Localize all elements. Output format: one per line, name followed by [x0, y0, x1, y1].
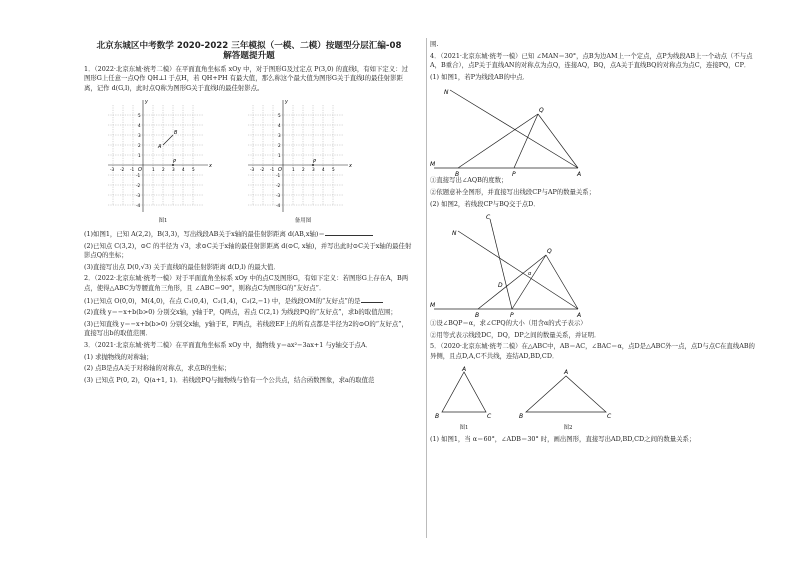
- q4-part-2b: ②用等式表示线段DC，DQ，DP之间的数量关系，并证明．: [430, 330, 601, 339]
- svg-text:Q: Q: [539, 107, 544, 115]
- svg-text:-2: -2: [276, 183, 281, 189]
- svg-text:x: x: [209, 163, 212, 170]
- q1-intro: 1．（2022·北京东城·统考二模）在平面直角坐标系 xOy 中，对于图形G及过定点 P(3,0) 的直线l，有如下定义：过图形G上任意一点Q作 QH⊥l 于点H，若 QH+PH 有最大值，那么称这个最大值为图形G关于直线l的最佳射影距离，记作 d(G,l)，此时点Q称为图形G关于直线l的最佳射影点。: [84, 64, 408, 92]
- svg-text:y: y: [285, 99, 288, 106]
- page-subtitle: 解答题提升题: [223, 51, 275, 61]
- coordinate-grid-figure-1: [108, 97, 218, 217]
- right-column: [430, 40, 760, 447]
- svg-text:C: C: [487, 412, 492, 420]
- q1-figure-1: [108, 97, 218, 227]
- svg-text:P: P: [173, 159, 177, 166]
- q5-figure-1: [432, 366, 496, 434]
- svg-text:C: C: [607, 412, 612, 420]
- svg-text:-1: -1: [136, 173, 141, 179]
- svg-text:2: 2: [162, 167, 165, 173]
- svg-text:B: B: [475, 312, 480, 320]
- svg-text:B: B: [519, 412, 524, 420]
- svg-text:y: y: [145, 99, 148, 106]
- svg-text:5: 5: [278, 113, 281, 119]
- svg-text:M: M: [430, 302, 436, 310]
- q3-part-2: (2) 点B是点A关于对称轴的对称点，求点B的坐标；: [84, 364, 231, 373]
- q2-part-3: (3)已知直线 y＝−x+b(b>0) 分别交x轴，y轴于E，F两点，若线段EF上的所有点都是半径为2的⊙O的“友好点”，直接写出b的取值范围．: [84, 319, 408, 338]
- q3-intro: 3．（2021·北京东城·统考二模）在平面直角坐标系 xOy 中，抛物线 y＝ax²−3ax+1 与y轴交于点A．: [84, 340, 372, 349]
- q3-continuation: 围.: [430, 40, 439, 48]
- segment-ab: [163, 135, 173, 145]
- q4-figure-1: [430, 84, 590, 176]
- svg-text:3: 3: [172, 167, 175, 173]
- svg-text:5: 5: [332, 167, 335, 173]
- svg-text:-2: -2: [120, 167, 125, 173]
- q1-part-2: (2)已知点 C(3,2)，⊙C 的半径为 √3，求⊙C关于x轴的最佳射影距离 d(⊙C, x轴)，并写出此时⊙C关于x轴的最佳射影点Q的坐标；: [84, 241, 412, 260]
- svg-text:-1: -1: [276, 173, 281, 179]
- svg-text:x: x: [349, 163, 352, 170]
- svg-text:B: B: [435, 412, 440, 420]
- figure-1-caption: 图1: [158, 218, 168, 225]
- q4-figure-2: [430, 211, 590, 319]
- q1-part-1: (1)如图1，已知 A(2,2)，B(3,3)，写出线段AB关于x轴的最佳射影距离 d(AB,x轴)＝: [84, 229, 414, 240]
- svg-text:-1: -1: [130, 167, 135, 173]
- q3-part-1: (1) 求抛物线的对称轴；: [84, 352, 153, 361]
- q4-part-2: (2) 如图2，若线段CP与BQ交于点D．: [430, 199, 540, 208]
- svg-text:A: A: [158, 144, 162, 151]
- svg-text:2: 2: [278, 143, 281, 149]
- q2-part-2: (2)直线 y＝−x+b(b>0) 分别交x轴，y轴于P，Q两点，若点 C(2,1) 为线段PQ的“友好点”，求b的取值范围；: [84, 308, 397, 317]
- svg-text:5: 5: [138, 113, 141, 119]
- svg-text:α: α: [528, 271, 532, 278]
- figure-backup-caption: 备用图: [294, 218, 312, 225]
- q2-intro: 2．（2022·北京东城·统考一模）对于平面直角坐标系 xOy 中的点C及图形G，有如下定义：若图形G上存在A，B两点，使得△ABC为等腰直角三角形，且 ∠ABC＝90°，则称点C为图形G的“友好点”．: [84, 274, 409, 292]
- svg-text:A: A: [462, 365, 467, 373]
- svg-text:D: D: [498, 282, 503, 290]
- svg-text:-3: -3: [136, 193, 141, 199]
- svg-text:P: P: [512, 171, 516, 177]
- svg-text:A: A: [564, 368, 569, 376]
- svg-text:C: C: [486, 214, 491, 222]
- coordinate-grid-figure-backup: [248, 97, 358, 217]
- svg-text:-3: -3: [110, 167, 115, 173]
- svg-text:-1: -1: [270, 167, 275, 173]
- svg-text:-4: -4: [136, 203, 141, 209]
- svg-text:-3: -3: [250, 167, 255, 173]
- svg-text:O: O: [138, 167, 142, 174]
- q5-part-1: (1) 如图1，当 α＝60°，∠ADB＝30° 时，画出图形，直接写出AD,BD,CD之间的数量关系；: [430, 435, 696, 444]
- svg-text:3: 3: [278, 133, 281, 139]
- svg-text:N: N: [444, 89, 449, 97]
- svg-text:1: 1: [152, 167, 155, 173]
- svg-text:-2: -2: [260, 167, 265, 173]
- q5-figure-2: [518, 366, 618, 434]
- svg-text:4: 4: [278, 123, 281, 129]
- page-title: 北京东城区中考数学 2020-2022 三年模拟（一模、二模）按题型分层汇编-08: [96, 41, 402, 51]
- svg-text:4: 4: [138, 123, 141, 129]
- q4-part-1: (1) 如图1，若P为线段AB的中点．: [430, 72, 530, 81]
- svg-text:-3: -3: [276, 193, 281, 199]
- q1-figure-backup: [248, 97, 358, 227]
- q4-intro: 4．（2021·北京东城·统考一模）已知 ∠MAN＝30°，点B为边AM上一个定点，点P为线段AB上一个动点（不与点A，B重合），点P关于直线AN的对称点为点Q，连接AQ，BQ，点A关于直线BQ的对称点为点C，连接PQ，CP．: [430, 51, 753, 70]
- svg-text:B: B: [455, 171, 460, 177]
- svg-text:-2: -2: [136, 183, 141, 189]
- svg-text:3: 3: [312, 167, 315, 173]
- svg-text:B: B: [174, 130, 178, 137]
- q5-figures: [432, 366, 760, 434]
- column-divider: [426, 38, 427, 538]
- svg-text:P: P: [510, 312, 514, 320]
- q5-triangle-2: [518, 366, 618, 424]
- left-column: [84, 40, 414, 387]
- svg-text:-4: -4: [276, 203, 281, 209]
- q1-part-3: (3)直接写出点 D(0,√3) 关于直线l的最佳射影距离 d(D,l) 的最大值．: [84, 262, 280, 271]
- q2-part-1: (1)已知点 O(0,0)，M(4,0)，在点 C₁(0,4)，C₂(1,4)，C₃(2,−1) 中，是线段OM的“友好点”的是: [84, 296, 414, 307]
- q5-intro: 5．（2020·北京东城·统考二模）在△ABC中，AB＝AC，∠BAC＝α，点D是△ABC外一点，点D与点C在直线AB的异侧，且点D,A,C不共线，连结AD,BD,CD．: [430, 342, 755, 360]
- svg-text:M: M: [430, 161, 436, 169]
- q3-part-3: (3) 已知点 P(0, 2)，Q(a+1, 1)．若线段PQ与抛物线与恰有一个公共点，结合函数图象，求a的取值范: [84, 375, 375, 384]
- q4-part-1b: ②依题意补全图形，并直接写出线段CP与AP的数量关系；: [430, 187, 596, 196]
- q5-triangle-1: [432, 366, 496, 424]
- q1-figures: [108, 97, 414, 227]
- svg-text:Q: Q: [547, 248, 552, 256]
- svg-text:N: N: [452, 230, 457, 238]
- svg-text:2: 2: [138, 143, 141, 149]
- q5-figure-1-caption: 图1: [459, 424, 469, 431]
- svg-text:A: A: [577, 171, 582, 177]
- svg-text:5: 5: [192, 167, 195, 173]
- svg-text:3: 3: [138, 133, 141, 139]
- svg-text:1: 1: [138, 153, 141, 159]
- q4-part-1a: ①直接写出∠AQB的度数；: [430, 176, 508, 185]
- svg-text:1: 1: [278, 153, 281, 159]
- svg-text:4: 4: [322, 167, 325, 173]
- svg-text:P: P: [313, 159, 317, 166]
- q5-figure-2-caption: 图2: [563, 424, 573, 431]
- q4-part-2a: ①设∠BQP＝α，求∠CPQ的大小（用含α的式子表示）: [430, 319, 587, 328]
- svg-text:2: 2: [302, 167, 305, 173]
- svg-text:4: 4: [182, 167, 185, 173]
- svg-text:A: A: [577, 312, 582, 320]
- svg-text:1: 1: [292, 167, 295, 173]
- svg-text:O: O: [278, 167, 282, 174]
